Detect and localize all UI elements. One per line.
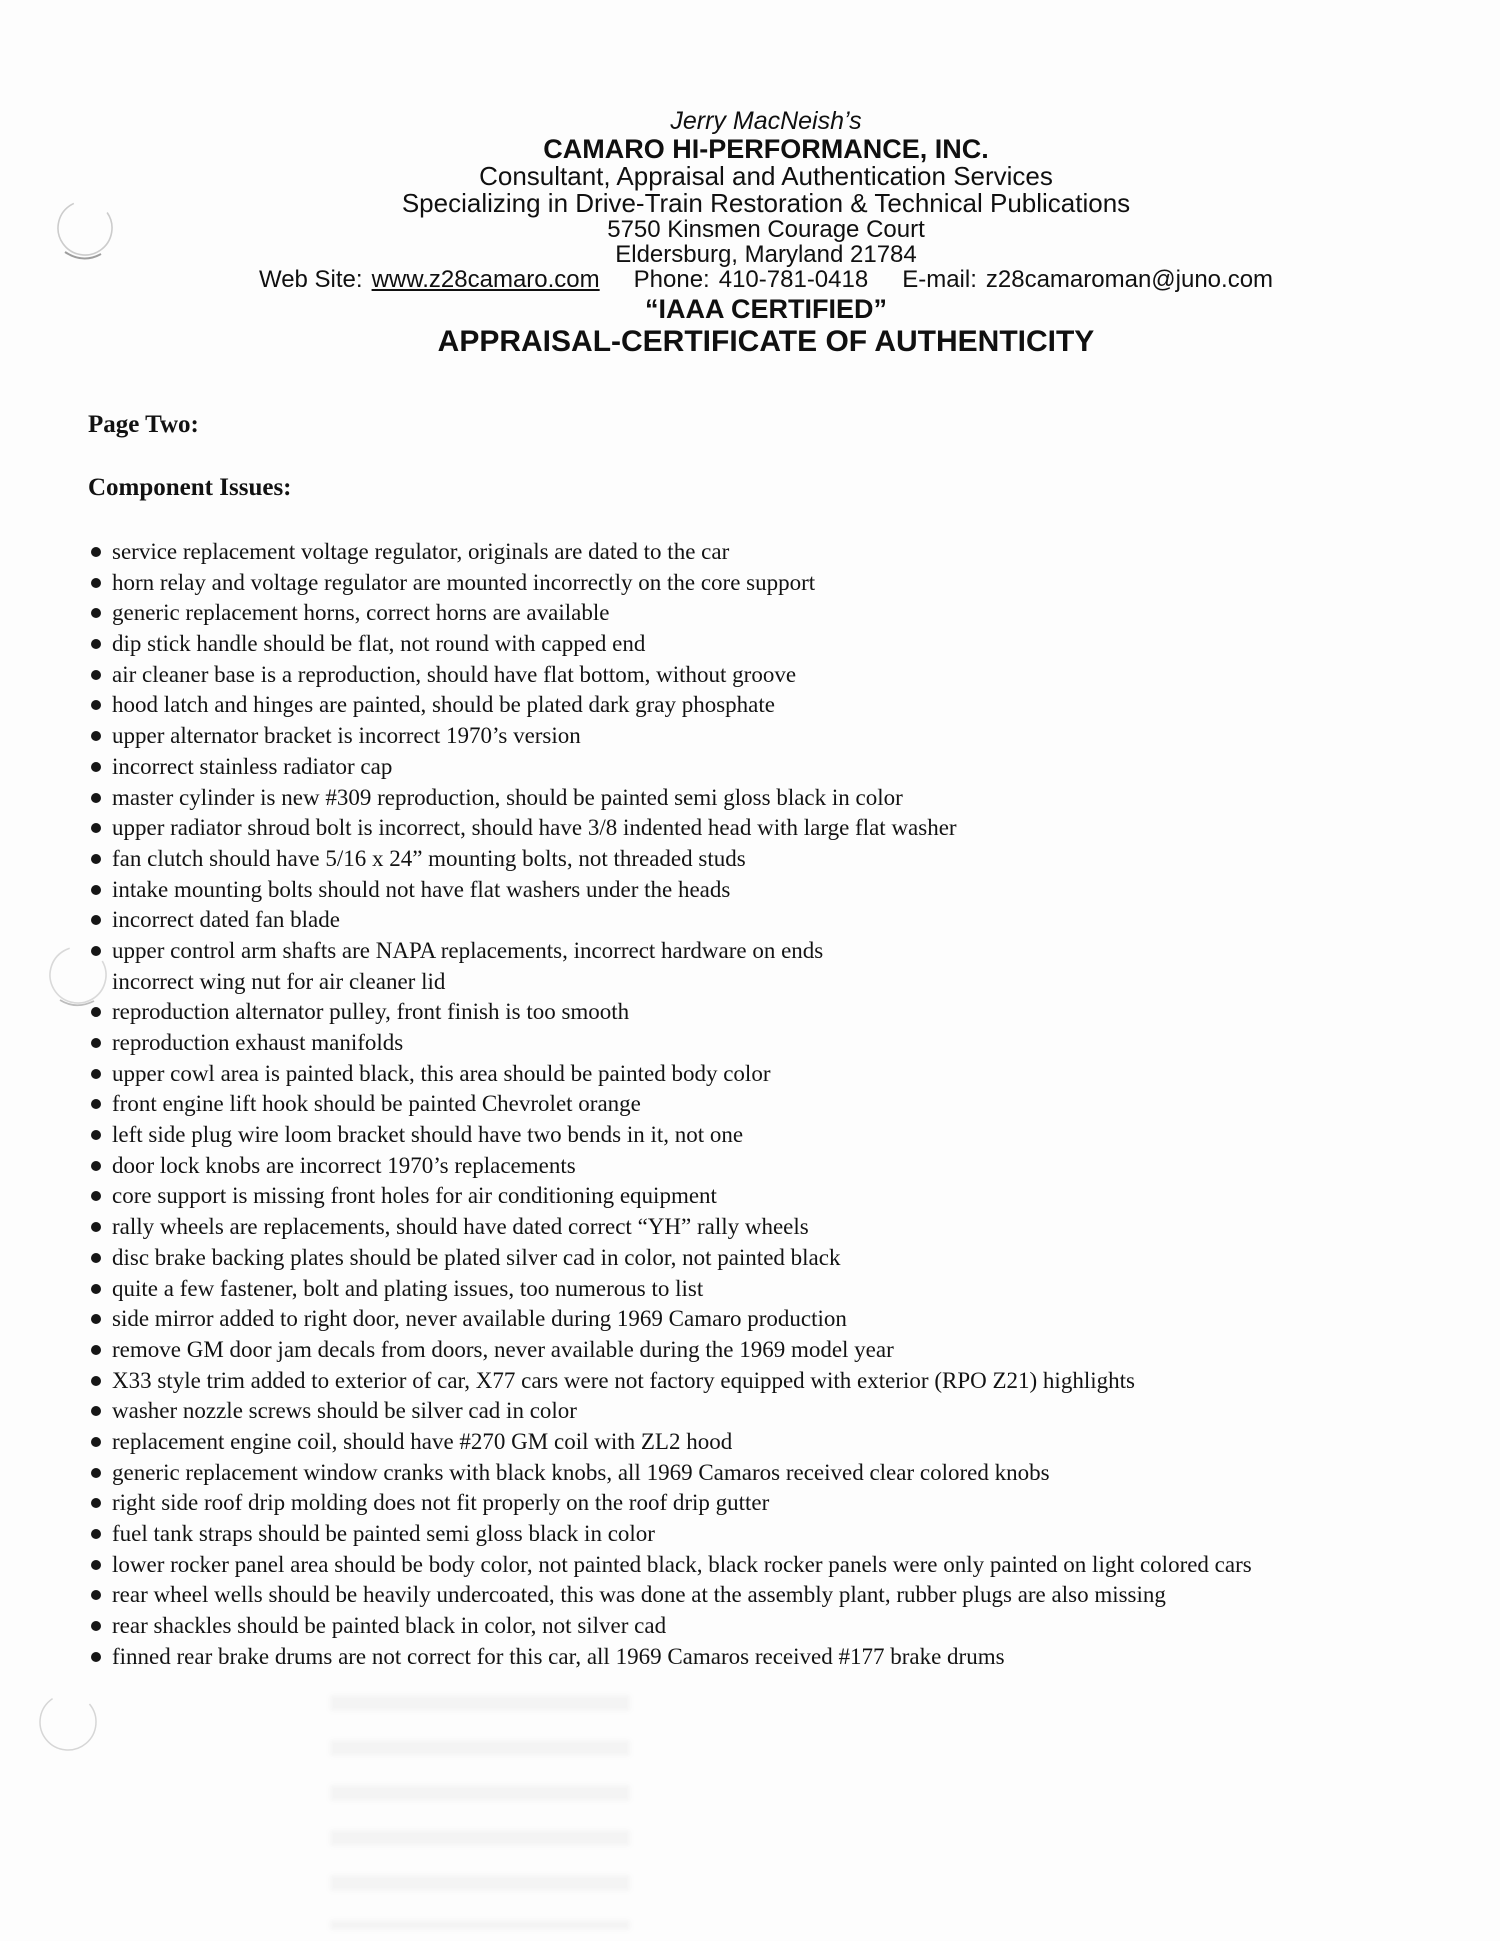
issue-text: upper cowl area is painted black, this area should be painted body color bbox=[112, 1060, 771, 1086]
page-label: Page Two: bbox=[88, 411, 199, 438]
section-title: Component Issues: bbox=[88, 474, 292, 501]
scan-bleed-through bbox=[330, 1695, 630, 1930]
bullet-icon bbox=[91, 1560, 101, 1570]
bullet-icon bbox=[91, 1406, 101, 1416]
bullet-icon bbox=[91, 608, 101, 618]
issue-text: disc brake backing plates should be plated silver cad in color, not painted black bbox=[112, 1244, 841, 1270]
issue-item bbox=[90, 1335, 1485, 1366]
issue-item bbox=[90, 752, 1485, 783]
issue-text: lower rocker panel area should be body color, not painted black, black rocker panels were only painted on light colored cars bbox=[112, 1551, 1252, 1577]
issue-item bbox=[90, 783, 1485, 814]
bullet-icon bbox=[91, 547, 101, 557]
issues-list bbox=[90, 537, 1485, 1672]
phone-pair bbox=[634, 267, 869, 293]
issue-text: fan clutch should have 5/16 x 24” mounting bolts, not threaded studs bbox=[112, 845, 746, 871]
issue-text: upper control arm shafts are NAPA replacements, incorrect hardware on ends bbox=[112, 937, 824, 963]
letterhead bbox=[16, 108, 1500, 358]
issue-text: dip stick handle should be flat, not round with capped end bbox=[112, 631, 646, 657]
issue-item bbox=[90, 721, 1485, 752]
issue-item bbox=[90, 1181, 1485, 1212]
bullet-icon bbox=[91, 670, 101, 680]
issue-text: door lock knobs are incorrect 1970’s replacements bbox=[112, 1152, 576, 1178]
bullet-icon bbox=[91, 700, 101, 710]
issue-text: rear wheel wells should be heavily undercoated, this was done at the assembly plant, rubber plugs are also missing bbox=[112, 1582, 1166, 1608]
issue-item bbox=[90, 537, 1485, 568]
bullet-icon bbox=[91, 1498, 101, 1508]
issue-item bbox=[90, 1458, 1485, 1489]
bullet-icon bbox=[91, 1284, 101, 1294]
issue-item bbox=[90, 905, 1485, 936]
issue-item bbox=[90, 997, 1485, 1028]
issue-text: reproduction alternator pulley, front finish is too smooth bbox=[112, 999, 630, 1025]
issue-item bbox=[90, 660, 1485, 691]
issue-item bbox=[90, 1274, 1485, 1305]
issue-text: remove GM door jam decals from doors, never available during the 1969 model year bbox=[112, 1336, 894, 1362]
bullet-icon bbox=[91, 1590, 101, 1600]
issue-item bbox=[90, 1151, 1485, 1182]
website-label: Web Site: bbox=[258, 266, 363, 293]
issue-text: rally wheels are replacements, should have dated correct “YH” rally wheels bbox=[112, 1214, 809, 1240]
issue-text: front engine lift hook should be painted Chevrolet orange bbox=[112, 1091, 641, 1117]
bullet-icon bbox=[91, 1099, 101, 1109]
issue-text: washer nozzle screws should be silver cad in color bbox=[112, 1398, 577, 1424]
issue-text: incorrect wing nut for air cleaner lid bbox=[112, 968, 446, 994]
bullet-icon bbox=[91, 1376, 101, 1386]
issue-text: intake mounting bolts should not have flat washers under the heads bbox=[112, 876, 731, 902]
document-title: APPRAISAL-CERTIFICATE OF AUTHENTICITY bbox=[437, 325, 1095, 358]
issue-item bbox=[90, 844, 1485, 875]
bullet-icon bbox=[91, 762, 101, 772]
bullet-icon bbox=[91, 1652, 101, 1662]
letterhead-street: 5750 Kinsmen Courage Court bbox=[607, 216, 925, 243]
bullet-icon bbox=[91, 1437, 101, 1447]
issue-text: incorrect stainless radiator cap bbox=[112, 753, 393, 779]
contact-line bbox=[16, 267, 1500, 293]
issue-item bbox=[90, 1519, 1485, 1550]
issue-text: horn relay and voltage regulator are mounted incorrectly on the core support bbox=[112, 569, 816, 595]
bullet-icon bbox=[91, 885, 101, 895]
issue-item bbox=[90, 1488, 1485, 1519]
issue-item bbox=[90, 1028, 1485, 1059]
bullet-icon bbox=[91, 1253, 101, 1263]
issue-text: air cleaner base is a reproduction, should have flat bottom, without groove bbox=[112, 661, 797, 687]
issue-item bbox=[90, 598, 1485, 629]
website-link[interactable]: www.z28camaro.com bbox=[371, 266, 600, 293]
issue-text: generic replacement horns, correct horns are available bbox=[112, 600, 610, 626]
website-pair bbox=[259, 267, 600, 293]
bullet-icon bbox=[91, 1468, 101, 1478]
certification-line: “IAAA CERTIFIED” bbox=[645, 294, 887, 324]
issue-text: reproduction exhaust manifolds bbox=[112, 1030, 404, 1055]
bullet-icon bbox=[91, 1069, 101, 1079]
bullet-icon bbox=[91, 1621, 101, 1631]
bullet-icon bbox=[91, 1007, 101, 1017]
issue-item bbox=[90, 690, 1485, 721]
bullet-icon bbox=[91, 1130, 101, 1140]
issue-item bbox=[90, 1550, 1485, 1581]
issue-item bbox=[90, 1580, 1485, 1611]
bullet-icon bbox=[91, 578, 101, 588]
bullet-icon bbox=[91, 1345, 101, 1355]
issue-item bbox=[90, 1611, 1485, 1642]
bullet-icon bbox=[91, 639, 101, 649]
issue-item bbox=[90, 1212, 1485, 1243]
bullet-icon bbox=[91, 915, 101, 925]
issue-text: generic replacement window cranks with black knobs, all 1969 Camaros received clear colored knobs bbox=[112, 1459, 1050, 1485]
issue-item bbox=[90, 1243, 1485, 1274]
bullet-icon bbox=[91, 793, 101, 803]
issue-text: core support is missing front holes for air conditioning equipment bbox=[112, 1183, 717, 1209]
issue-item bbox=[90, 1304, 1485, 1335]
issue-text: incorrect dated fan blade bbox=[112, 907, 340, 933]
email-pair bbox=[902, 267, 1273, 293]
bullet-icon bbox=[91, 731, 101, 741]
letterhead-tagline1: Consultant, Appraisal and Authentication Services bbox=[479, 161, 1053, 191]
issue-text: master cylinder is new #309 reproduction, should be painted semi gloss black in color bbox=[112, 784, 903, 810]
bullet-icon bbox=[91, 946, 101, 956]
issue-item bbox=[90, 813, 1485, 844]
bullet-icon bbox=[91, 1161, 101, 1171]
bullet-icon bbox=[91, 1222, 101, 1232]
issue-item bbox=[90, 568, 1485, 599]
issue-text: fuel tank straps should be painted semi gloss black in color bbox=[112, 1521, 655, 1546]
issue-item bbox=[90, 875, 1485, 906]
scan-artifact-ring-3 bbox=[29, 1683, 108, 1762]
letterhead-company: CAMARO HI-PERFORMANCE, INC. bbox=[543, 134, 989, 164]
phone-number: 410-781-0418 bbox=[718, 266, 869, 293]
bullet-icon bbox=[91, 1191, 101, 1201]
issue-item bbox=[90, 1120, 1485, 1151]
phone-label: Phone: bbox=[633, 266, 710, 293]
email-address: z28camaroman@juno.com bbox=[985, 266, 1274, 293]
issue-text: side mirror added to right door, never available during 1969 Camaro production bbox=[112, 1306, 847, 1332]
issue-text: replacement engine coil, should have #270 GM coil with ZL2 hood bbox=[112, 1428, 733, 1454]
issue-text: hood latch and hinges are painted, should be plated dark gray phosphate bbox=[112, 692, 775, 718]
issue-item bbox=[90, 1427, 1485, 1458]
issue-text: X33 style trim added to exterior of car, X77 cars were not factory equipped with exterior (RPO Z21) highlights bbox=[112, 1367, 1135, 1393]
bullet-icon bbox=[91, 1314, 101, 1324]
email-label: E-mail: bbox=[902, 266, 977, 293]
issue-text: left side plug wire loom bracket should have two bends in it, not one bbox=[112, 1122, 744, 1148]
issue-text: finned rear brake drums are not correct for this car, all 1969 Camaros received #177 brake drums bbox=[112, 1643, 1005, 1669]
scan-artifact-tail-2 bbox=[60, 1000, 94, 1005]
letterhead-tagline2: Specializing in Drive-Train Restoration & Technical Publications bbox=[401, 188, 1131, 218]
letterhead-owner: Jerry MacNeish’s bbox=[670, 107, 862, 135]
issue-text: upper radiator shroud bolt is incorrect, should have 3/8 indented head with large flat washer bbox=[112, 815, 957, 841]
bullet-icon bbox=[91, 854, 101, 864]
issue-item bbox=[90, 629, 1485, 660]
issue-text: upper alternator bracket is incorrect 1970’s version bbox=[112, 723, 581, 749]
issue-text: quite a few fastener, bolt and plating issues, too numerous to list bbox=[112, 1275, 704, 1301]
letterhead-city: Eldersburg, Maryland 21784 bbox=[615, 241, 917, 268]
issue-item bbox=[90, 1366, 1485, 1397]
issue-text: rear shackles should be painted black in color, not silver cad bbox=[112, 1613, 667, 1639]
issue-text: right side roof drip molding does not fit properly on the roof drip gutter bbox=[112, 1490, 770, 1516]
bullet-icon bbox=[91, 1038, 101, 1048]
issue-item bbox=[90, 967, 1485, 998]
issue-item bbox=[90, 1089, 1485, 1120]
bullet-icon bbox=[91, 1529, 101, 1539]
issue-item bbox=[90, 936, 1485, 967]
issue-text: service replacement voltage regulator, originals are dated to the car bbox=[112, 539, 730, 564]
bullet-icon bbox=[91, 823, 101, 833]
issue-item bbox=[90, 1059, 1485, 1090]
issue-item bbox=[90, 1642, 1485, 1673]
issue-item bbox=[90, 1396, 1485, 1427]
